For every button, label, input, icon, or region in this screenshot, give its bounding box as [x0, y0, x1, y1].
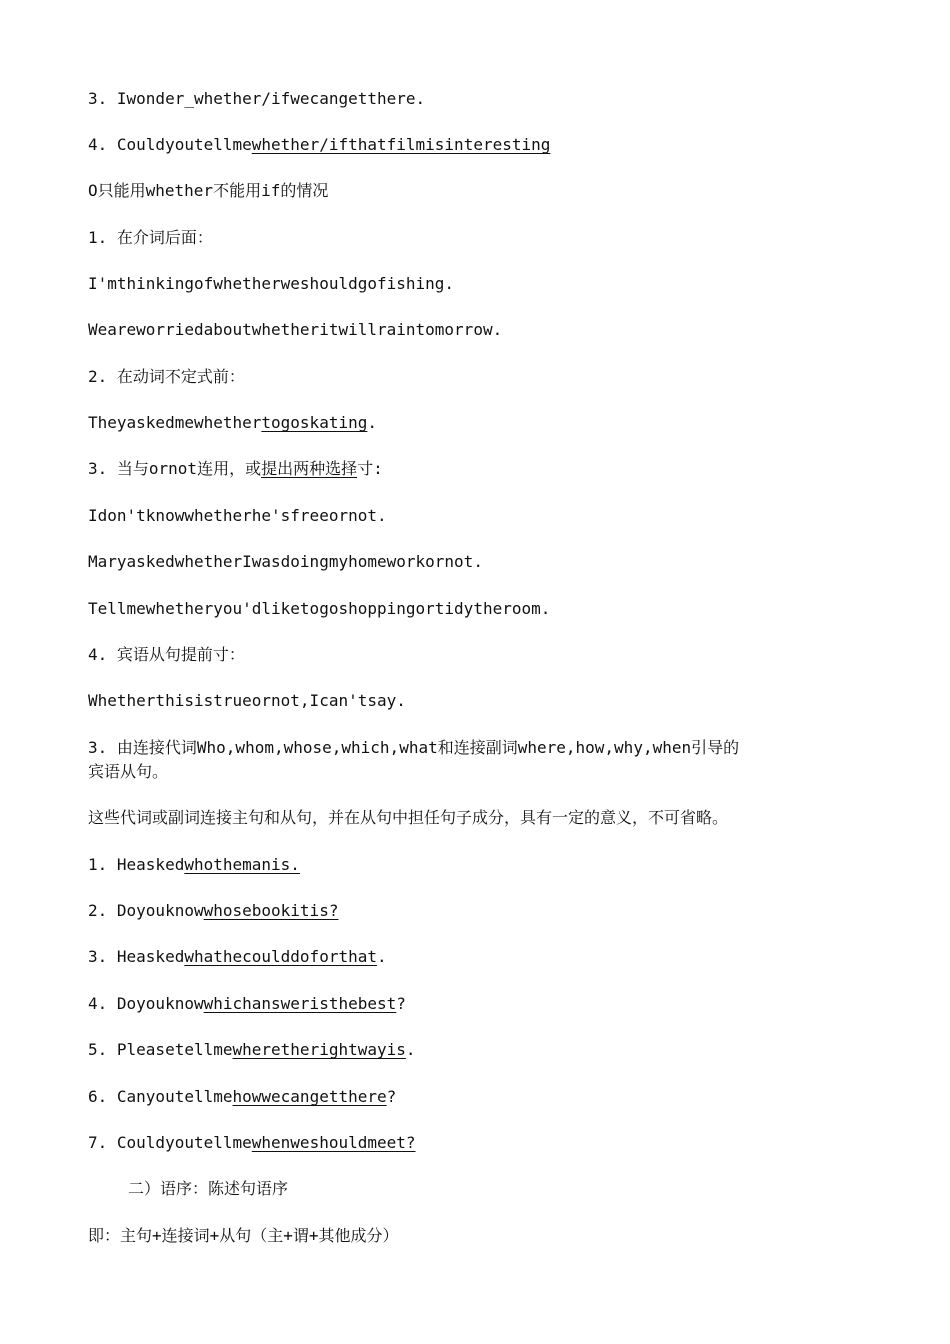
explanation-paragraph: [88, 1224, 868, 1248]
text-segment: .: [367, 413, 377, 432]
text-segment: 3. Heasked: [88, 947, 185, 966]
rule-heading: [88, 365, 868, 389]
text-segment: 即：主句+连接词+从句（主+谓+其他成分）: [88, 1226, 399, 1245]
underlined-answer: whosebookitis?: [203, 901, 339, 920]
section-heading: [88, 736, 868, 760]
section-heading: [128, 1177, 908, 1201]
text-line: [88, 87, 868, 111]
text-segment: ?: [396, 994, 406, 1013]
text-segment: 4. 宾语从句提前寸：: [88, 645, 245, 664]
text-segment: 二）语序：陈述句语序: [128, 1179, 289, 1198]
underlined-answer: whothemanis.: [184, 855, 300, 874]
text-segment: 3. 由连接代词Who,whom,whose,which,what和连接副词where,how,why,when引导的: [88, 738, 740, 757]
underlined-answer: whenweshouldmeet?: [251, 1133, 416, 1152]
text-segment: .: [405, 1040, 416, 1059]
underlined-answer: togoskating: [261, 413, 368, 432]
text-segment: 4. Couldyoutellme: [88, 135, 252, 154]
text-segment: 寸:: [357, 459, 383, 478]
text-segment: I'mthinkingofwhetherweshouldgofishing.: [88, 274, 455, 293]
text-segment: 1. 在介词后面：: [88, 228, 213, 247]
example-sentence: [88, 272, 868, 296]
text-segment: 3. Iwonder_whether/ifwecangetthere.: [88, 89, 426, 108]
text-segment: 2. Doyouknow: [88, 901, 204, 920]
text-segment: 2. 在动词不定式前：: [88, 367, 245, 386]
rule-heading: [88, 643, 868, 667]
text-segment: MaryaskedwhetherIwasdoingmyhomeworkornot.: [88, 552, 483, 571]
text-segment: Whetherthisistrueornot,Ican'tsay.: [88, 691, 406, 710]
section-heading: [88, 179, 868, 203]
text-segment: ?: [386, 1087, 397, 1106]
example-sentence: [88, 945, 868, 969]
text-segment: O只能用whether不能用if的情况: [88, 181, 329, 200]
example-sentence: [88, 992, 868, 1016]
underlined-answer: whichansweristhebest: [203, 994, 397, 1013]
underlined-answer: wheretherightwayis: [232, 1040, 406, 1059]
text-line: [88, 133, 868, 157]
example-sentence: [88, 1038, 868, 1062]
text-segment: 宾语从句。: [88, 762, 169, 781]
rule-heading: [88, 226, 868, 250]
example-sentence: [88, 504, 868, 528]
text-segment: Theyaskedmewhether: [88, 413, 262, 432]
text-segment: 4. Doyouknow: [88, 994, 204, 1013]
section-heading-continued: [88, 760, 868, 784]
text-segment: Idon'tknowwhetherhe'sfreeornot.: [88, 506, 387, 525]
text-segment: Tellmewhetheryou'dliketogoshoppingortidytheroom.: [88, 599, 551, 618]
example-sentence: [88, 550, 868, 574]
text-segment: 这些代词或副词连接主句和从句，并在从句中担任句子成分，具有一定的意义，不可省略。: [88, 808, 729, 827]
text-segment: .: [376, 947, 387, 966]
text-segment: 5. Pleasetellme: [88, 1040, 233, 1059]
example-sentence: [88, 689, 868, 713]
text-segment: 1. Heasked: [88, 855, 185, 874]
text-segment: 7. Couldyoutellme: [88, 1133, 252, 1152]
example-sentence: [88, 597, 868, 621]
example-sentence: [88, 853, 868, 877]
underlined-phrase: 提出两种选择: [261, 459, 358, 478]
text-segment: 3. 当与ornot连用，或: [88, 459, 262, 478]
rule-heading: [88, 457, 868, 481]
example-sentence: [88, 411, 868, 435]
underlined-answer: whathecoulddoforthat: [184, 947, 377, 966]
text-segment: Weareworriedaboutwhetheritwillraintomorrow.: [88, 320, 503, 339]
example-sentence: [88, 1131, 868, 1155]
text-segment: 6. Canyoutellme: [88, 1087, 233, 1106]
example-sentence: [88, 899, 868, 923]
underlined-answer: howwecangetthere: [232, 1087, 387, 1106]
example-sentence: [88, 1085, 868, 1109]
explanation-paragraph: [88, 806, 868, 830]
example-sentence: [88, 318, 868, 342]
underlined-answer: whether/ifthatfilmisinteresting: [251, 135, 551, 154]
